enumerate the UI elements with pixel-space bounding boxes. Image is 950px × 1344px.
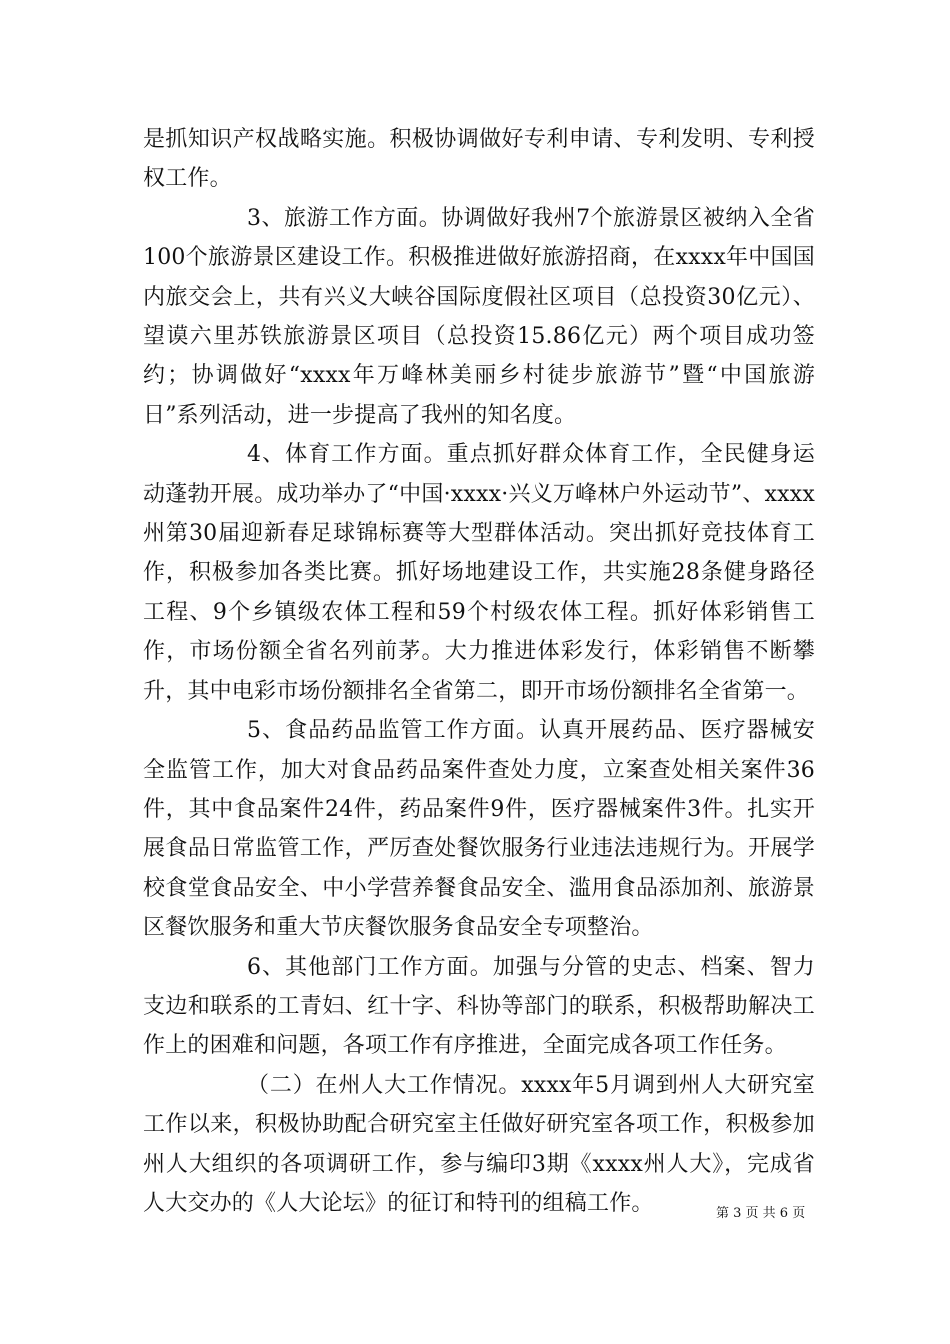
- paragraph-other-departments: 6、其他部门工作方面。加强与分管的史志、档案、智力支边和联系的工青妇、红十字、科协等部门的联系，积极帮助解决工作上的困难和问题，各项工作有序推进，全面完成各项工作任务。: [143, 954, 815, 1059]
- paragraph-food-drug-supervision: 5、食品药品监管工作方面。认真开展药品、医疗器械安全监管工作，加大对食品药品案件查处力度，立案查处相关案件36件，其中食品案件24件，药品案件9件，医疗器械案件3件。扎实开展食品日常监管工作，严厉查处餐饮服务行业违法违规行为。开展学校食堂食品安全、中小学营养餐食品安全、滥用食品添加剂、旅游景区餐饮服务和重大节庆餐饮服务食品安全专项整治。: [143, 718, 815, 941]
- body-text: [143, 120, 815, 1223]
- page-number-footer: 第 3 页 共 6 页: [716, 1206, 806, 1221]
- paragraph-patent-work: 是抓知识产权战略实施。积极协调做好专利申请、专利发明、专利授权工作。: [143, 127, 815, 192]
- paragraph-sports-work: 4、体育工作方面。重点抓好群众体育工作，全民健身运动蓬勃开展。成功举办了“中国·xxxx·兴义万峰林户外运动节”、xxxx州第30届迎新春足球锦标赛等大型群体活动。突出抓好竞技体育工作，积极参加各类比赛。抓好场地建设工作，共实施28条健身路径工程、9个乡镇级农体工程和59个村级农体工程。抓好体彩销售工作，市场份额全省名列前茅。大力推进体彩发行，体彩销售不断攀升，其中电彩市场份额排名全省第二，即开市场份额排名全省第一。: [143, 442, 815, 704]
- paragraph-tourism-work: 3、旅游工作方面。协调做好我州7个旅游景区被纳入全省100个旅游景区建设工作。积极推进做好旅游招商，在xxxx年中国国内旅交会上，共有兴义大峡谷国际度假社区项目（总投资30亿元）、望谟六里苏铁旅游景区项目（总投资15.86亿元）两个项目成功签约；协调做好“xxxx年万峰林美丽乡村徒步旅游节”暨“中国旅游日”系列活动，进一步提高了我州的知名度。: [143, 205, 815, 428]
- paragraph-peoples-congress-work: （二）在州人大工作情况。xxxx年5月调到州人大研究室工作以来，积极协助配合研究室主任做好研究室各项工作，积极参加州人大组织的各项调研工作，参与编印3期《xxxx州人大》，完成省人大交办的《人大论坛》的征订和特刊的组稿工作。: [143, 1072, 815, 1216]
